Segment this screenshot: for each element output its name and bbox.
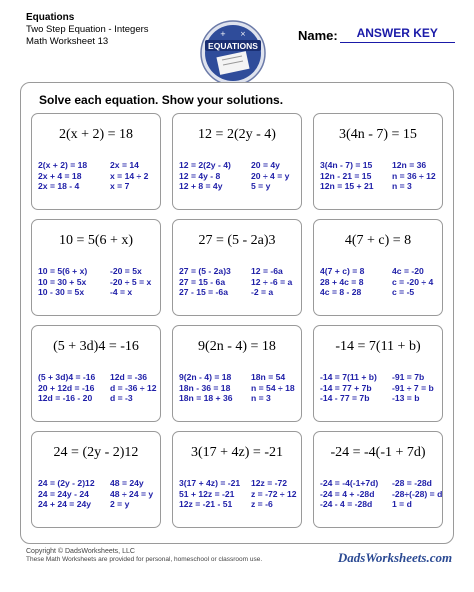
name-label: Name: <box>298 28 338 43</box>
solution-step: 27 = 15 - 6a <box>179 276 226 287</box>
solution-step: 2x + 4 = 18 <box>38 170 82 181</box>
solution-step: 12n = 36 <box>392 160 427 170</box>
problem-equation: -14 = 7(11 + b) <box>335 339 421 354</box>
problem-card <box>313 431 443 528</box>
solution-step: 20 = 4y <box>251 160 280 170</box>
solution-step: -20 = 5x <box>110 266 142 276</box>
solution-step: -91 ÷ 7 = b <box>392 382 434 393</box>
solution-answer: x = 7 <box>110 181 130 191</box>
dadsworksheets-logo <box>336 546 454 568</box>
solution-steps <box>38 266 151 298</box>
worksheet-number: Math Worksheet 13 <box>26 36 109 47</box>
svg-text:+: + <box>220 30 226 38</box>
problem-equation: 24 = (2y - 2)12 <box>53 445 139 460</box>
solution-step: 12d = -16 - 20 <box>38 393 93 403</box>
problem-equation: 9(2n - 4) = 18 <box>198 339 276 354</box>
solution-step: 12 = -6a <box>251 266 283 276</box>
problem-equation: -24 = -4(-1 + 7d) <box>330 445 426 460</box>
solution-step: 48 ÷ 24 = y <box>110 488 154 499</box>
solution-step: 27 = (5 - 2a)3 <box>179 266 231 276</box>
solution-answer: n = 3 <box>251 393 271 403</box>
solution-step: 12 + 8 = 4y <box>179 181 223 191</box>
solution-step: 18n - 36 = 18 <box>179 382 231 393</box>
problem-equation: (5 + 3d)4 = -16 <box>53 339 139 354</box>
solution-step: 24 = (2y - 2)12 <box>38 478 95 488</box>
solution-answer: n = 3 <box>392 181 412 191</box>
problem-equation: 4(7 + c) = 8 <box>344 233 412 248</box>
solution-step: 2x = 14 <box>110 160 139 170</box>
svg-text:×: × <box>240 30 246 38</box>
solution-step: -28÷(-28) = d <box>392 488 443 499</box>
solution-step: -24 = 4 + -28d <box>320 488 375 499</box>
solution-steps <box>320 160 436 192</box>
problem-equation: 2(x + 2) = 18 <box>58 127 134 142</box>
solution-step: c = -20 ÷ 4 <box>392 276 434 287</box>
solution-steps <box>179 160 289 192</box>
solution-steps <box>179 266 292 298</box>
solution-step: -14 - 77 = 7b <box>320 393 370 403</box>
solution-step: 2(x + 2) = 18 <box>38 160 88 170</box>
problems-panel <box>20 82 454 544</box>
solution-steps <box>179 372 295 404</box>
usage-note: These Math Worksheets are provided for personal, homeschool or classroom use. <box>26 556 263 563</box>
problem-equation: 3(4n - 7) = 15 <box>339 127 417 142</box>
solution-step: 12n = 15 + 21 <box>320 181 374 191</box>
solution-step: d = -36 ÷ 12 <box>110 382 157 393</box>
solution-step: 10 = 5(6 + x) <box>38 266 88 276</box>
solution-answer: c = -5 <box>392 287 415 297</box>
problem-equation: 27 = (5 - 2a)3 <box>198 233 276 248</box>
solution-step: 28 + 4c = 8 <box>320 276 364 287</box>
problem-equation: 10 = 5(6 + x) <box>58 233 134 248</box>
solution-step: n = 36 ÷ 12 <box>392 170 436 181</box>
solution-step: 51 + 12z = -21 <box>179 488 235 499</box>
solution-step: 24 + 24 = 24y <box>38 499 92 509</box>
solution-step: 4c = 8 - 28 <box>320 287 362 297</box>
logo-text: EQUATIONS <box>208 41 258 51</box>
solution-step: 3(4n - 7) = 15 <box>320 160 373 170</box>
solution-step: 20 ÷ 4 = y <box>251 170 290 181</box>
worksheet-subtitle: Two Step Equation - Integers <box>26 24 149 35</box>
solution-step: z = -72 ÷ 12 <box>251 488 297 499</box>
solution-step: 12z = -21 - 51 <box>179 499 233 509</box>
solution-steps <box>38 160 148 192</box>
solution-step: 12 = 4y - 8 <box>179 170 221 181</box>
solution-step: 24 = 24y - 24 <box>38 488 89 499</box>
solution-step: 18n = 54 <box>251 372 286 382</box>
solution-answer: -2 = a <box>251 287 274 297</box>
solution-step: 48 = 24y <box>110 478 144 488</box>
problem-card <box>313 219 443 316</box>
problem-card <box>313 113 443 210</box>
name-line <box>340 24 455 43</box>
name-area <box>298 24 455 43</box>
worksheet-title: Equations <box>26 12 75 23</box>
solution-answer: 1 = d <box>392 499 412 509</box>
solution-step: 12 = 2(2y - 4) <box>179 160 231 170</box>
copyright-text: Copyright © DadsWorksheets, LLC <box>26 548 135 555</box>
answer-key-label: ANSWER KEY <box>356 26 438 40</box>
problem-card <box>172 325 302 422</box>
solution-answer: -13 = b <box>392 393 420 403</box>
solution-step: 18n = 18 + 36 <box>179 393 233 403</box>
solution-step: -24 = -4(-1+7d) <box>320 478 379 488</box>
solution-step: 3(17 + 4z) = -21 <box>179 478 241 488</box>
solution-step: 10 = 30 + 5x <box>38 276 87 287</box>
solution-step: -28 = -28d <box>392 478 432 488</box>
problem-card <box>31 113 161 210</box>
problem-equation: 12 = 2(2y - 4) <box>198 127 276 142</box>
problem-card <box>31 219 161 316</box>
worksheet-header <box>26 12 149 48</box>
solution-step: (5 + 3d)4 = -16 <box>38 372 96 382</box>
problem-card <box>31 325 161 422</box>
problem-card <box>172 113 302 210</box>
footer <box>26 548 262 564</box>
problem-card <box>172 431 302 528</box>
equations-logo <box>200 20 266 86</box>
solution-step: -14 = 7(11 + b) <box>320 372 377 382</box>
solution-steps <box>38 478 153 510</box>
solution-step: 4c = -20 <box>392 266 424 276</box>
solution-steps <box>320 478 442 510</box>
instructions: Solve each equation. Show your solutions. <box>39 93 284 107</box>
solution-step: -24 - 4 = -28d <box>320 499 373 509</box>
solution-answer: d = -3 <box>110 393 133 403</box>
problem-equation: 3(17 + 4z) = -21 <box>191 445 283 460</box>
solution-step: -91 = 7b <box>392 372 425 382</box>
problem-card <box>172 219 302 316</box>
solution-steps <box>320 372 434 404</box>
problem-card <box>313 325 443 422</box>
solution-step: x = 14 ÷ 2 <box>110 170 149 181</box>
solution-answer: z = -6 <box>251 499 273 509</box>
solution-step: -20 ÷ 5 = x <box>110 276 152 287</box>
problem-grid <box>31 113 443 528</box>
solution-steps <box>179 478 297 510</box>
solution-step: 27 - 15 = -6a <box>179 287 228 297</box>
solution-step: 4(7 + c) = 8 <box>320 266 365 276</box>
solution-step: 12n - 21 = 15 <box>320 170 372 181</box>
solution-answer: 5 = y <box>251 181 271 191</box>
problem-card <box>31 431 161 528</box>
solution-answer: 2 = y <box>110 499 130 509</box>
solution-answer: -4 = x <box>110 287 133 297</box>
solution-step: 20 + 12d = -16 <box>38 382 95 393</box>
solution-steps <box>320 266 433 298</box>
solution-step: 2x = 18 - 4 <box>38 181 80 191</box>
solution-step: -14 = 77 + 7b <box>320 382 372 393</box>
solution-step: 12d = -36 <box>110 372 148 382</box>
solution-step: n = 54 ÷ 18 <box>251 382 295 393</box>
solution-step: 12 ÷ -6 = a <box>251 276 293 287</box>
solution-steps <box>38 372 157 404</box>
solution-step: 9(2n - 4) = 18 <box>179 372 232 382</box>
solution-step: 12z = -72 <box>251 478 288 488</box>
brand-text: DadsWorksheets.com <box>337 550 453 565</box>
solution-step: 10 - 30 = 5x <box>38 287 85 297</box>
